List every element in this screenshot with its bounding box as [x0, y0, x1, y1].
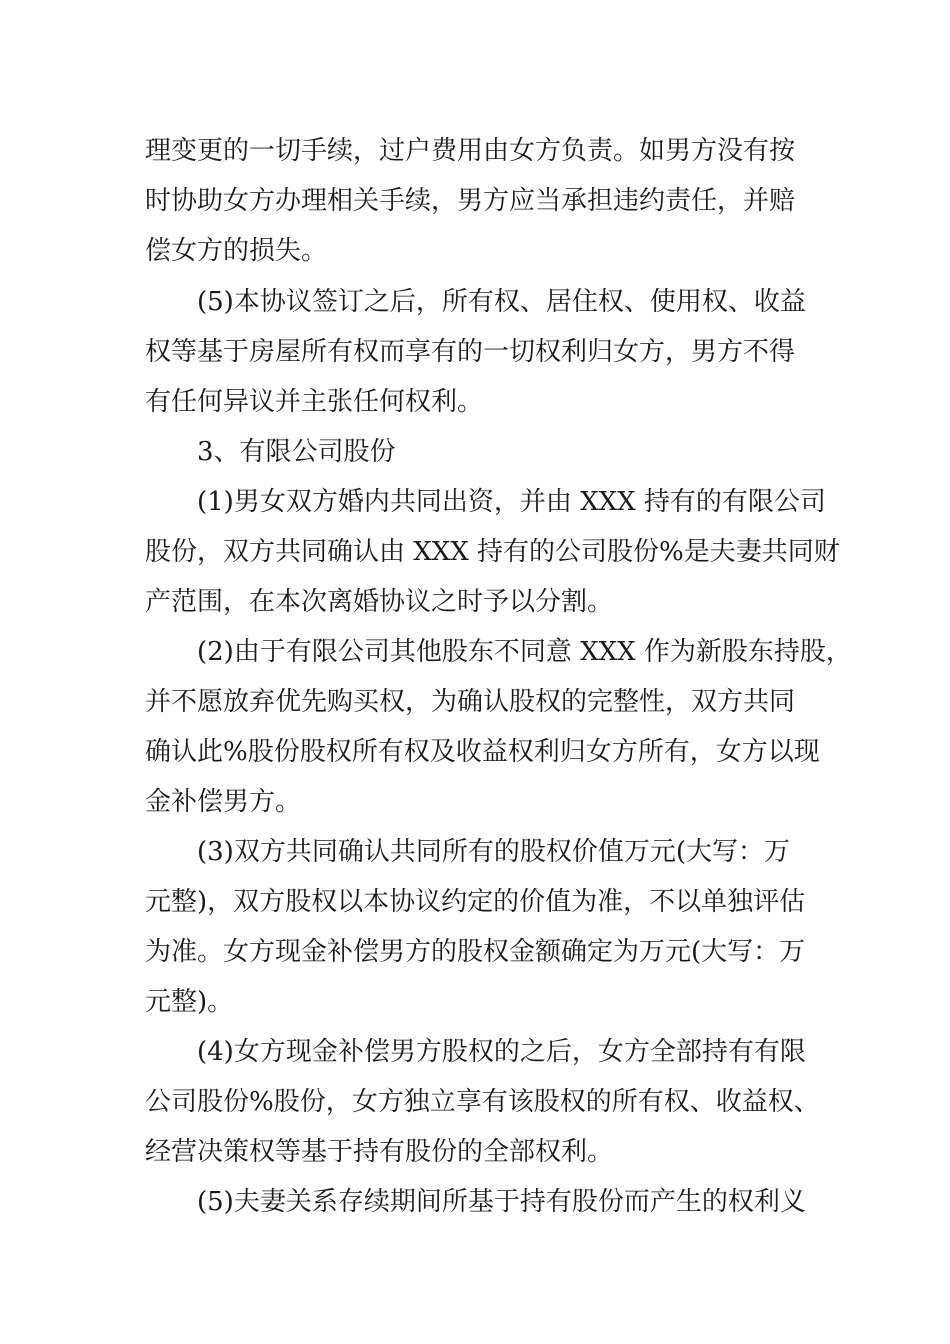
paragraph-start-line: (2)由于有限公司其他股东不同意 XXX 作为新股东持股，	[197, 637, 852, 667]
paragraph-start-line: (4)女方现金补偿男方股权的之后，女方全部持有有限	[197, 1037, 806, 1067]
text-line: 金补偿男方。	[145, 787, 302, 817]
paragraph-start-line: (1)男女双方婚内共同出资，并由 XXX 持有的有限公司	[197, 487, 826, 517]
text-line: 元整)。	[145, 987, 234, 1017]
text-line: 确认此%股份股权所有权及收益权利归女方所有，女方以现	[145, 737, 820, 767]
text-line: 理变更的一切手续，过户费用由女方负责。如男方没有按	[145, 136, 796, 166]
text-line: 偿女方的损失。	[145, 236, 328, 266]
text-line: 公司股份%股份，女方独立享有该股权的所有权、收益权、	[145, 1087, 820, 1117]
text-line: 产范围，在本次离婚协议之时予以分割。	[145, 587, 614, 617]
text-line: 股份，双方共同确认由 XXX 持有的公司股份%是夫妻共同财	[145, 537, 840, 567]
paragraph-start-line: (5)夫妻关系存续期间所基于持有股份而产生的权利义	[197, 1187, 806, 1217]
text-line: 权等基于房屋所有权而享有的一切权利归女方，男方不得	[145, 337, 796, 367]
paragraph-start-line: (3)双方共同确认共同所有的股权价值万元(大写：万	[197, 837, 790, 867]
text-line: 并不愿放弃优先购买权，为确认股权的完整性，双方共同	[145, 687, 796, 717]
section-heading: 3、有限公司股份	[197, 437, 396, 467]
text-line: 经营决策权等基于持有股份的全部权利。	[145, 1137, 614, 1167]
text-line: 时协助女方办理相关手续，男方应当承担违约责任，并赔	[145, 186, 796, 216]
paragraph-start-line: (5)本协议签订之后，所有权、居住权、使用权、收益	[197, 287, 806, 317]
text-line: 有任何异议并主张任何权利。	[145, 387, 484, 417]
text-line: 元整)，双方股权以本协议约定的价值为准，不以单独评估	[145, 887, 806, 917]
text-line: 为准。女方现金补偿男方的股权金额确定为万元(大写：万	[145, 937, 806, 967]
